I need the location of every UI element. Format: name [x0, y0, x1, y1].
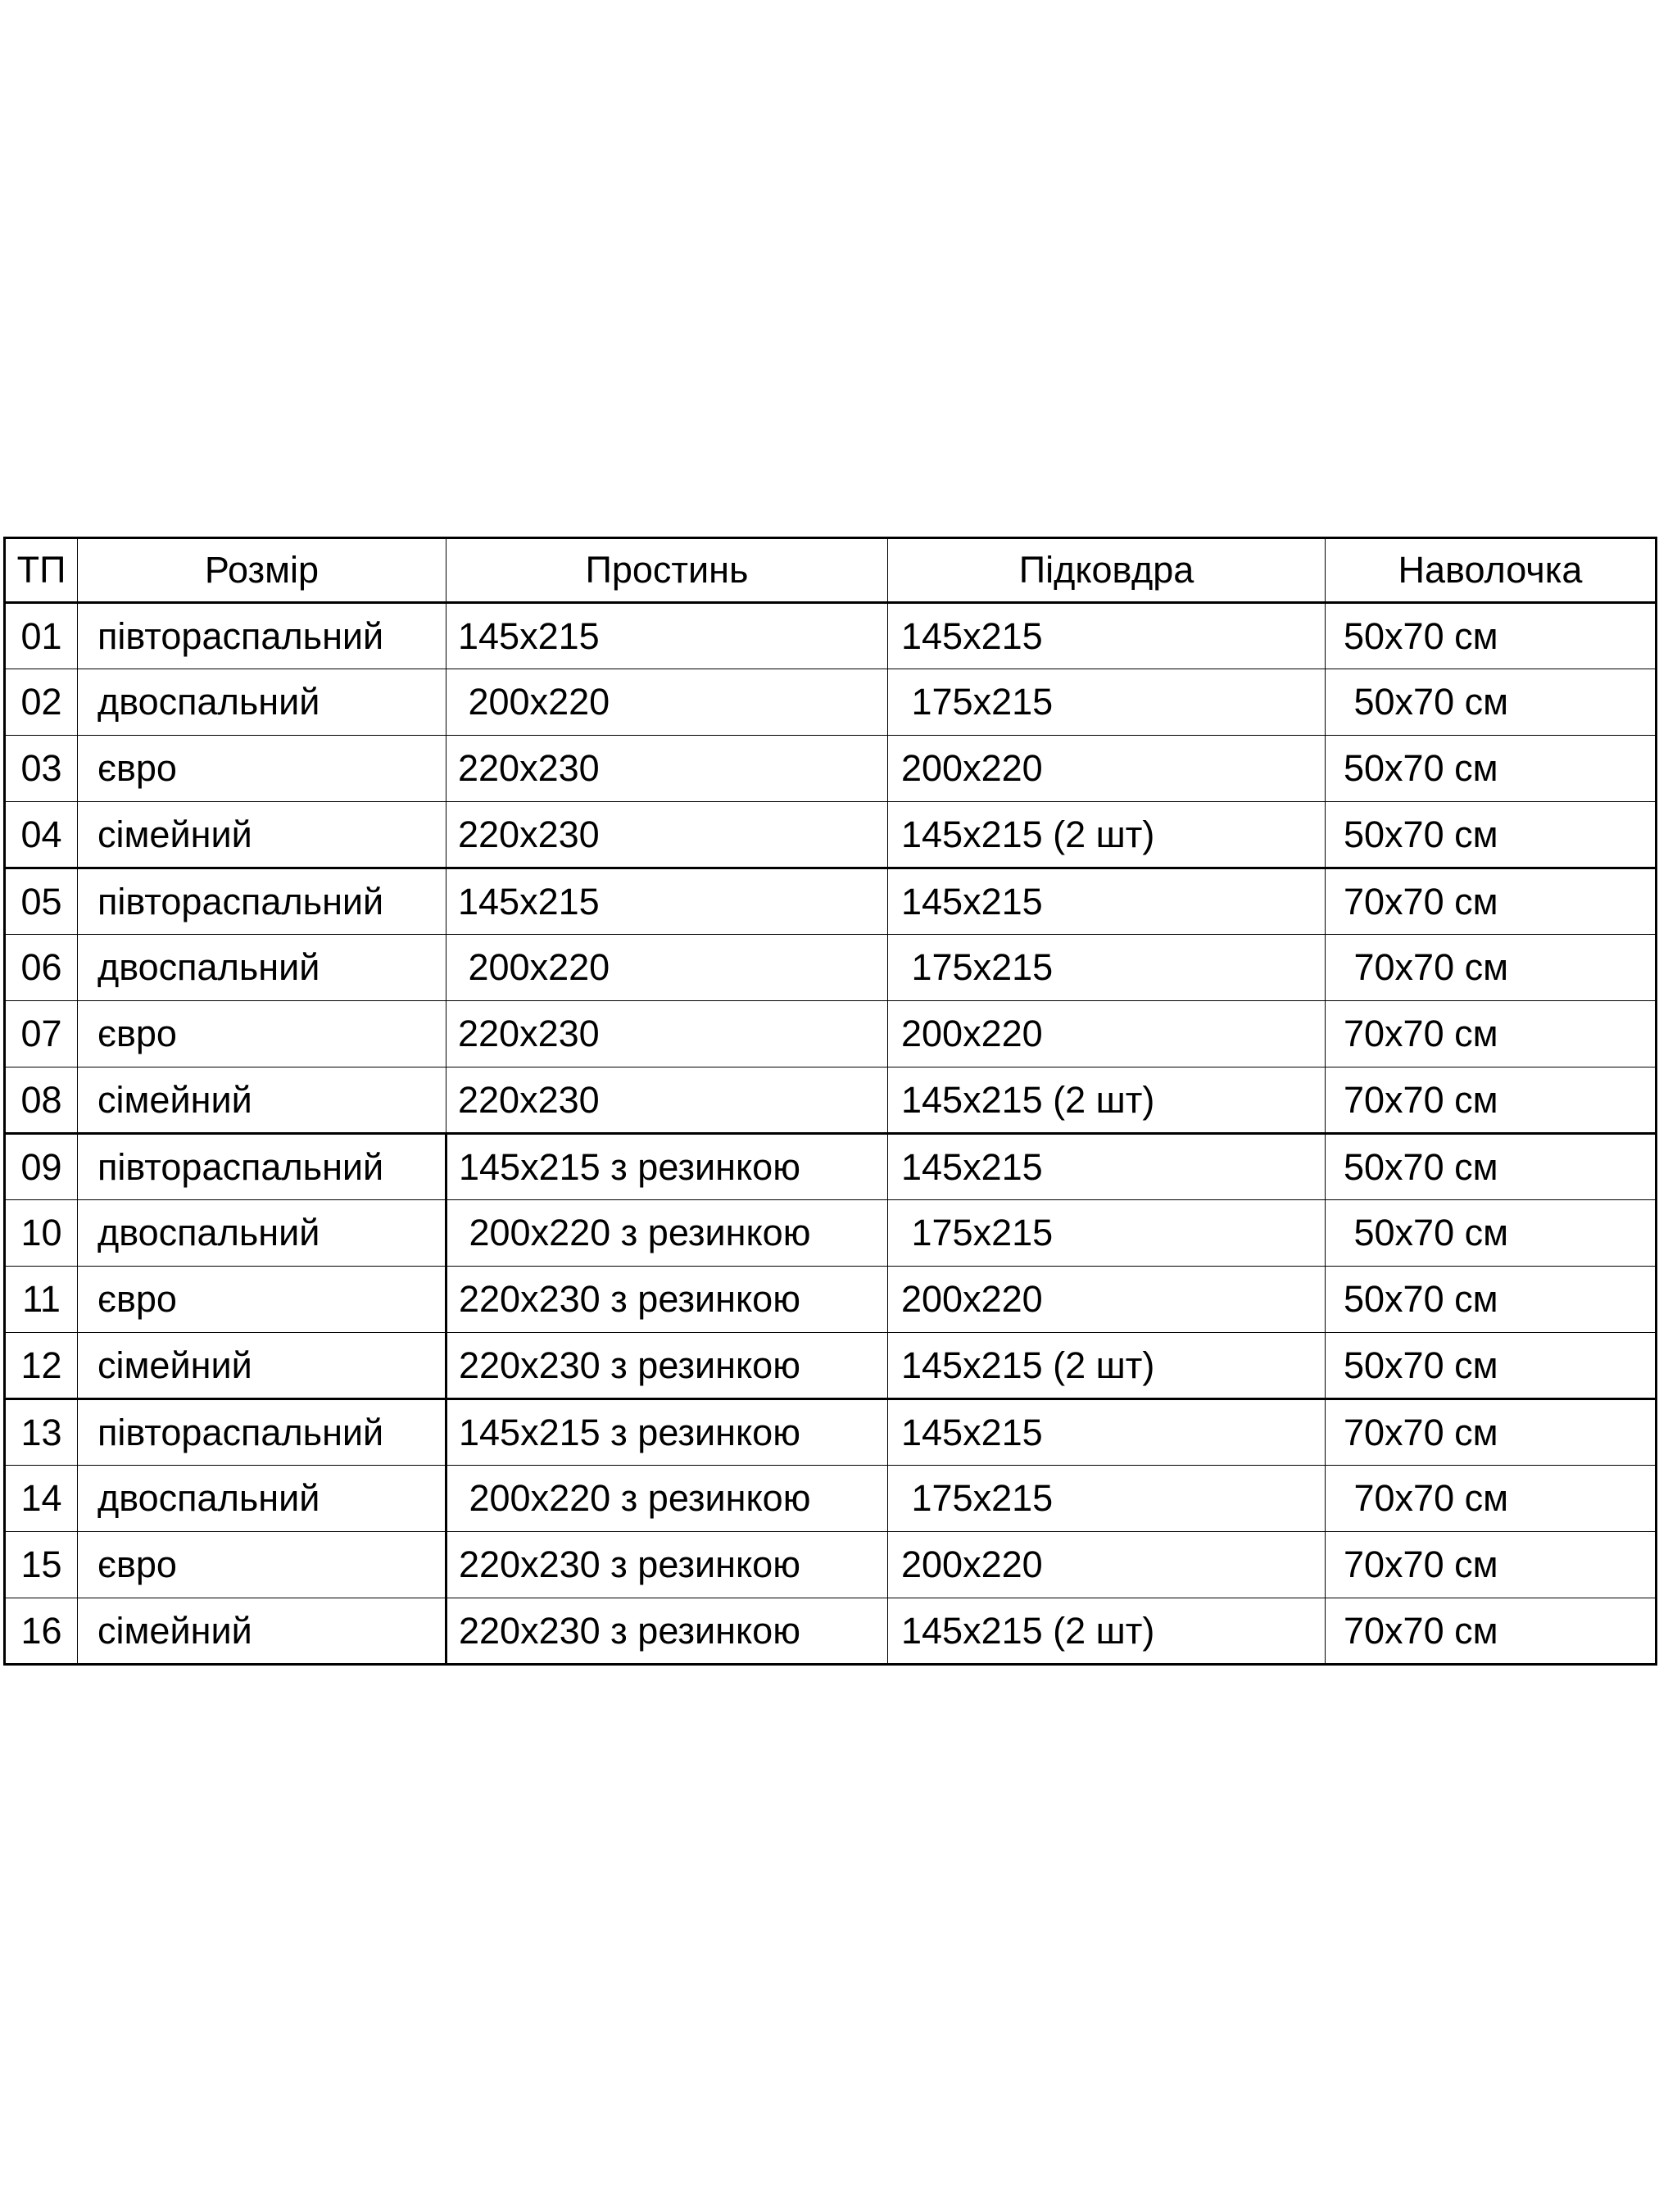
table-row — [5, 736, 1657, 802]
cell-tp-number: 09 — [5, 1134, 78, 1200]
cell-size-name: сімейний — [78, 1067, 446, 1134]
cell-tp-number: 15 — [5, 1532, 78, 1598]
cell-tp-number: 02 — [5, 669, 78, 736]
cell-sheet-size: 200х220 — [446, 669, 888, 736]
cell-sheet-size: 220х230 — [446, 1001, 888, 1067]
column-header-rozmir: Розмір — [78, 538, 446, 603]
cell-duvet-size: 145х215 (2 шт) — [888, 1598, 1326, 1665]
cell-size-name: євро — [78, 1267, 446, 1333]
table-row — [5, 1333, 1657, 1399]
table-row — [5, 1466, 1657, 1532]
cell-sheet-size: 220х230 — [446, 1067, 888, 1134]
cell-tp-number: 14 — [5, 1466, 78, 1532]
size-table-body — [5, 603, 1657, 1665]
cell-tp-number: 13 — [5, 1399, 78, 1466]
cell-pillow-size: 70х70 см — [1326, 1001, 1657, 1067]
cell-sheet-size: 145х215 з резинкою — [446, 1399, 888, 1466]
cell-size-name: півтораспальний — [78, 603, 446, 669]
cell-duvet-size: 175х215 — [888, 1466, 1326, 1532]
column-header-navolochka: Наволочка — [1326, 538, 1657, 603]
cell-duvet-size: 175х215 — [888, 935, 1326, 1001]
cell-pillow-size: 50х70 см — [1326, 802, 1657, 868]
cell-tp-number: 08 — [5, 1067, 78, 1134]
cell-tp-number: 16 — [5, 1598, 78, 1665]
cell-tp-number: 07 — [5, 1001, 78, 1067]
table-row — [5, 935, 1657, 1001]
table-row — [5, 1399, 1657, 1466]
table-row — [5, 802, 1657, 868]
cell-pillow-size: 50х70 см — [1326, 1200, 1657, 1267]
table-row — [5, 1067, 1657, 1134]
cell-size-name: двоспальний — [78, 669, 446, 736]
cell-duvet-size: 145х215 (2 шт) — [888, 802, 1326, 868]
cell-size-name: двоспальний — [78, 1466, 446, 1532]
cell-duvet-size: 200х220 — [888, 1267, 1326, 1333]
cell-pillow-size: 50х70 см — [1326, 736, 1657, 802]
cell-size-name: сімейний — [78, 802, 446, 868]
table-row — [5, 603, 1657, 669]
table-row — [5, 868, 1657, 935]
cell-size-name: євро — [78, 1532, 446, 1598]
cell-duvet-size: 200х220 — [888, 1532, 1326, 1598]
cell-pillow-size: 70х70 см — [1326, 1532, 1657, 1598]
cell-tp-number: 12 — [5, 1333, 78, 1399]
cell-pillow-size: 50х70 см — [1326, 1134, 1657, 1200]
cell-pillow-size: 50х70 см — [1326, 669, 1657, 736]
table-row — [5, 669, 1657, 736]
cell-sheet-size: 145х215 з резинкою — [446, 1134, 888, 1200]
cell-size-name: сімейний — [78, 1598, 446, 1665]
cell-duvet-size: 175х215 — [888, 669, 1326, 736]
cell-pillow-size: 50х70 см — [1326, 603, 1657, 669]
table-header-row — [5, 538, 1657, 603]
cell-pillow-size: 70х70 см — [1326, 868, 1657, 935]
cell-duvet-size: 200х220 — [888, 1001, 1326, 1067]
cell-tp-number: 05 — [5, 868, 78, 935]
table-row — [5, 1532, 1657, 1598]
cell-duvet-size: 145х215 — [888, 1399, 1326, 1466]
cell-size-name: євро — [78, 1001, 446, 1067]
cell-duvet-size: 145х215 (2 шт) — [888, 1067, 1326, 1134]
cell-duvet-size: 200х220 — [888, 736, 1326, 802]
bedding-size-table — [3, 537, 1657, 1666]
cell-sheet-size: 220х230 з резинкою — [446, 1267, 888, 1333]
cell-pillow-size: 70х70 см — [1326, 1466, 1657, 1532]
cell-pillow-size: 50х70 см — [1326, 1333, 1657, 1399]
cell-tp-number: 10 — [5, 1200, 78, 1267]
cell-size-name: двоспальний — [78, 1200, 446, 1267]
table-row — [5, 1134, 1657, 1200]
table-row — [5, 1598, 1657, 1665]
cell-sheet-size: 200х220 — [446, 935, 888, 1001]
cell-tp-number: 03 — [5, 736, 78, 802]
cell-duvet-size: 145х215 (2 шт) — [888, 1333, 1326, 1399]
table-row — [5, 1267, 1657, 1333]
cell-sheet-size: 220х230 — [446, 802, 888, 868]
cell-pillow-size: 70х70 см — [1326, 935, 1657, 1001]
cell-duvet-size: 145х215 — [888, 603, 1326, 669]
cell-sheet-size: 200х220 з резинкою — [446, 1466, 888, 1532]
cell-tp-number: 06 — [5, 935, 78, 1001]
cell-size-name: євро — [78, 736, 446, 802]
cell-pillow-size: 70х70 см — [1326, 1598, 1657, 1665]
cell-duvet-size: 145х215 — [888, 1134, 1326, 1200]
column-header-pidkovdra: Підковдра — [888, 538, 1326, 603]
cell-size-name: півтораспальний — [78, 1399, 446, 1466]
cell-tp-number: 04 — [5, 802, 78, 868]
cell-sheet-size: 145х215 — [446, 603, 888, 669]
column-header-prostyn: Простинь — [446, 538, 888, 603]
cell-sheet-size: 220х230 — [446, 736, 888, 802]
cell-size-name: сімейний — [78, 1333, 446, 1399]
cell-tp-number: 11 — [5, 1267, 78, 1333]
cell-tp-number: 01 — [5, 603, 78, 669]
column-header-tp: ТП — [5, 538, 78, 603]
cell-sheet-size: 145х215 — [446, 868, 888, 935]
cell-sheet-size: 200х220 з резинкою — [446, 1200, 888, 1267]
cell-size-name: двоспальний — [78, 935, 446, 1001]
cell-pillow-size: 70х70 см — [1326, 1067, 1657, 1134]
cell-sheet-size: 220х230 з резинкою — [446, 1333, 888, 1399]
cell-size-name: півтораспальний — [78, 1134, 446, 1200]
cell-sheet-size: 220х230 з резинкою — [446, 1598, 888, 1665]
cell-duvet-size: 175х215 — [888, 1200, 1326, 1267]
cell-pillow-size: 50х70 см — [1326, 1267, 1657, 1333]
table-row — [5, 1001, 1657, 1067]
cell-duvet-size: 145х215 — [888, 868, 1326, 935]
cell-pillow-size: 70х70 см — [1326, 1399, 1657, 1466]
table-row — [5, 1200, 1657, 1267]
cell-size-name: півтораспальний — [78, 868, 446, 935]
cell-sheet-size: 220х230 з резинкою — [446, 1532, 888, 1598]
